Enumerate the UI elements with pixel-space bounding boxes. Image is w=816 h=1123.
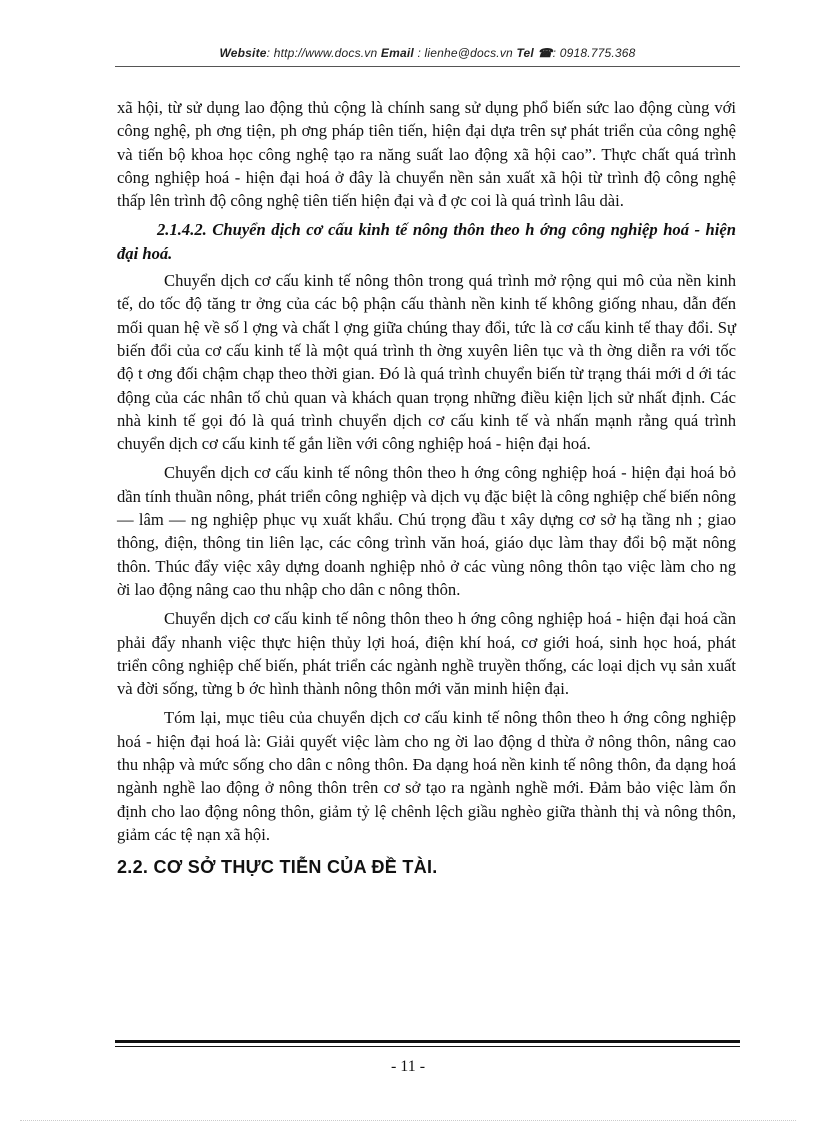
email-value: : lienhe@docs.vn <box>413 46 517 60</box>
page-number: - 11 - <box>390 1058 426 1075</box>
section-title: 2.2. CƠ SỞ THỰC TIỄN CỦA ĐỀ TÀI. <box>117 857 438 878</box>
page-header <box>115 46 740 60</box>
email-label: Email <box>380 46 414 60</box>
paragraph-2: Chuyển dịch cơ cấu kinh tế nông thôn trong quá trình mở rộng qui mô của nền kinh tế, do tốc độ tăng tr ởng của các bộ phận cấu thành nền kinh tế không giống nhau, dẫn đến mối quan hệ về số l ợng và chất l ợng giữa chúng thay đổi, tức là cơ cấu kinh tế thay đổi. Sự biến đổi của cơ cấu kinh tế là một quá trình th ờng xuyên liên tục và th ờng diễn ra với tốc độ t ơng đối chậm chạp theo thời gian. Đó là quá trình chuyển biến từ trạng thái mới d ới tác động của các nhân tố chủ quan và khách quan trọng những điều kiện lịch sử nhất định. Các nhà kinh tế gọi đó là quá trình chuyển dịch cơ cấu kinh tế và nhấn mạnh rằng quá trình chuyển dịch cơ cấu kinh tế gắn liền với công nghiệp hoá - hiện đại hoá. <box>117 271 736 454</box>
footer-divider-thin <box>115 1046 740 1047</box>
paragraph-3: Chuyển dịch cơ cấu kinh tế nông thôn theo h ớng công nghiệp hoá - hiện đại hoá bỏ dần tính thuần nông, phát triển công nghiệp và dịch vụ đặc biệt là công nghiệp chế biến nông — lâm — ng nghiệp phục vụ xuất khẩu. Chú trọng đầu t xây dựng cơ sở hạ tầng nh ; giao thông, điện, thông tin liên lạc, các công trình văn hoá, giáo dục làm thay đổi bộ mặt nông thôn. Thúc đẩy việc xây dựng doanh nghiệp nhỏ ở các vùng nông thôn tạo việc làm cho ng ời lao động nâng cao thu nhập cho dân c nông thôn. <box>117 463 736 599</box>
paragraph-5: Tóm lại, mục tiêu của chuyển dịch cơ cấu kinh tế nông thôn theo h ớng công nghiệp hoá - hiện đại hoá là: Giải quyết việc làm cho ng ời lao động d thừa ở nông thôn, nâng cao thu nhập và mức sống cho dân c nông thôn. Đa dạng hoá nền kinh tế nông thôn, đa dạng hoá ngành nghề lao động ở nông thôn trên cơ sở tạo ra ngành nghề mới. Đảm bảo việc làm ổn định cho lao động nông thôn, giảm tỷ lệ chênh lệch giầu nghèo giữa thành thị và nông thôn, giảm các tệ nạn xã hội. <box>117 708 736 844</box>
paragraph-4: Chuyển dịch cơ cấu kinh tế nông thôn theo h ớng công nghiệp hoá - hiện đại hoá cần phải đẩy nhanh việc thực hiện thủy lợi hoá, điện khí hoá, cơ giới hoá, sinh học hoá, phát triển công nghiệp chế biến, phát triển các ngành nghề truyền thống, các loại dịch vụ sản xuất và đời sống, từng b ớc hình thành nông thôn mới văn minh hiện đại. <box>117 609 736 699</box>
subsection-heading: 2.1.4.2. Chuyển dịch cơ cấu kinh tế nông thôn theo h ớng công nghiệp hoá - hiện đại hoá. <box>117 220 736 263</box>
tel-value: : 0918.775.368 <box>552 46 636 60</box>
website-label: Website <box>219 46 267 60</box>
header-divider <box>115 66 740 67</box>
footer-divider-thick <box>115 1040 740 1043</box>
page-edge-dots <box>20 1120 796 1121</box>
paragraph-1: xã hội, từ sử dụng lao động thủ cộng là chính sang sử dụng phổ biến sức lao động cùng với công nghệ, ph ơng tiện, ph ơng pháp tiên tiến, hiện đại dựa trên sự phát triển của công nghệ và tiến bộ khoa học công nghệ tạo ra năng suất lao động xã hội cao”. Thực chất quá trình công nghiệp hoá - hiện đại hoá ở đây là chuyển nền sản xuất xã hội từ trình độ công nghệ thấp lên trình độ công nghệ tiên tiến hiện đại và đ ợc coi là quá trình lâu dài. <box>117 98 736 211</box>
website-value: : http://www.docs.vn <box>266 46 381 60</box>
tel-label: Tel ☎ <box>516 46 553 60</box>
document-body <box>117 96 736 880</box>
